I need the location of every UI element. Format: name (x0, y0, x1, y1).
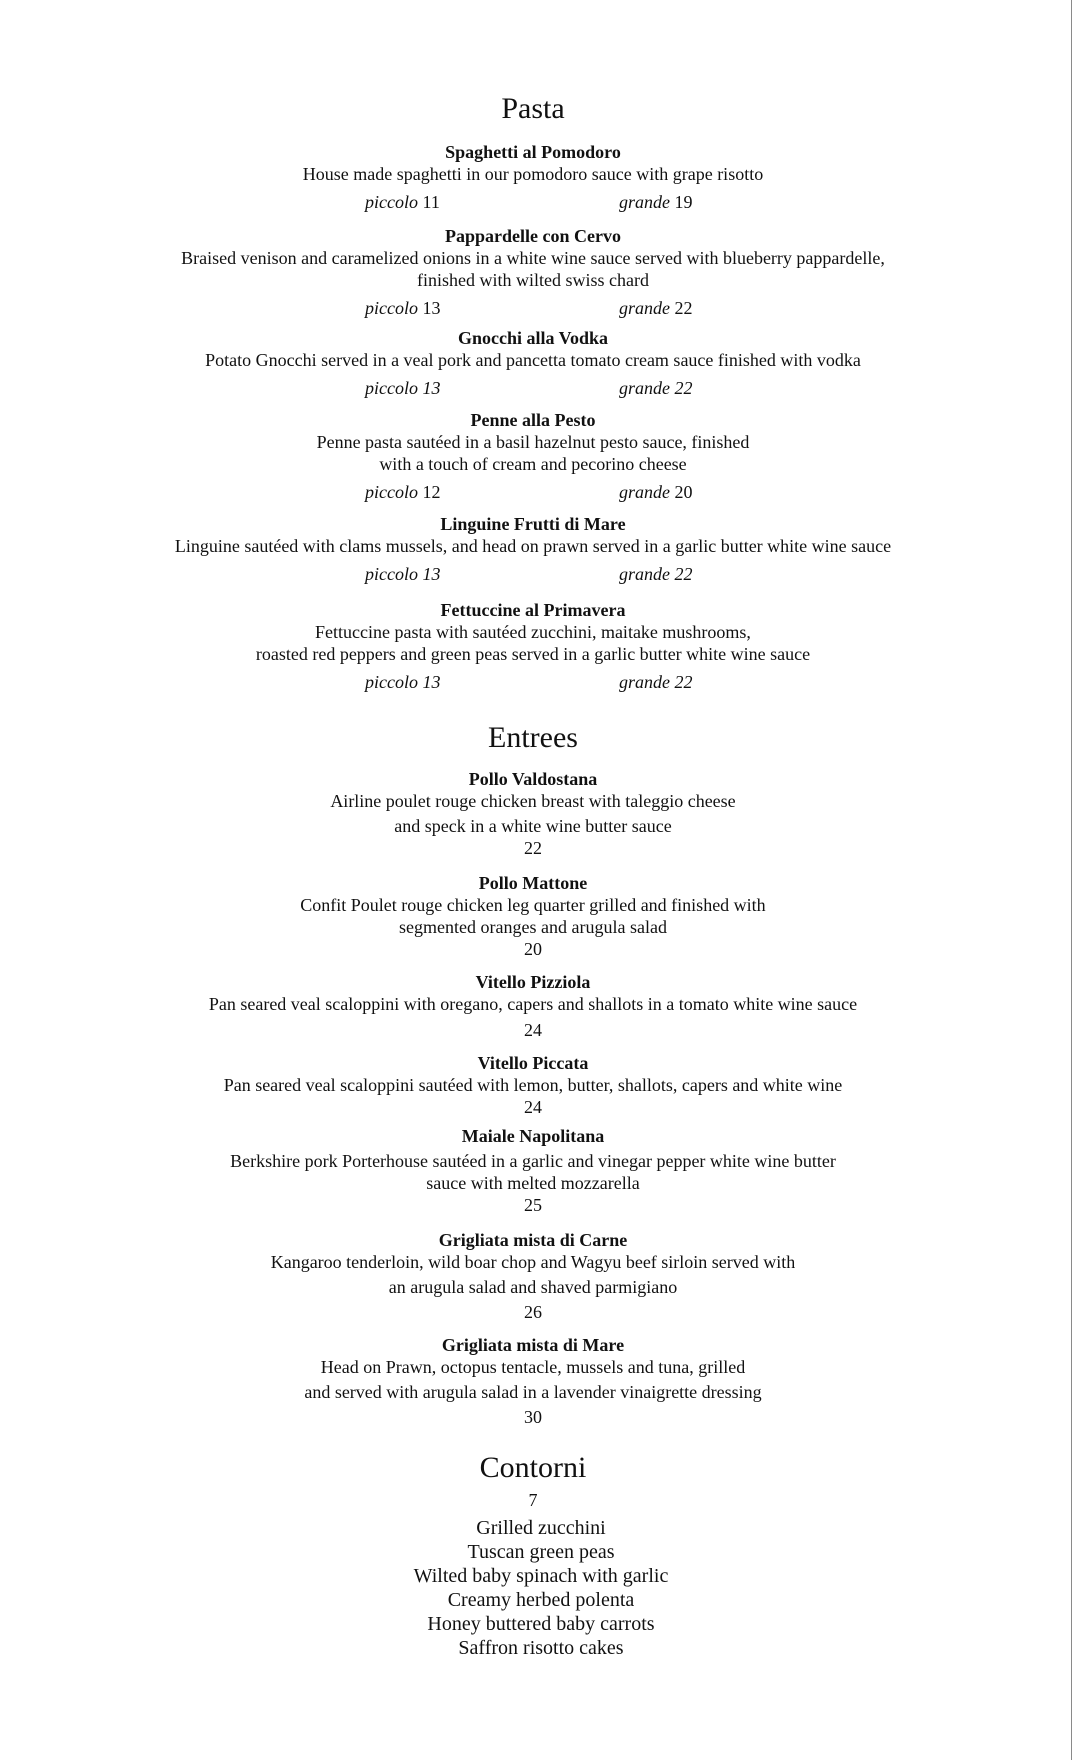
entree-item (0, 1334, 1066, 1428)
grande-price: grande 22 (619, 672, 693, 692)
pasta-item (0, 513, 1066, 587)
item-description: roasted red peppers and green peas served in a garlic butter white wine sauce (255, 644, 811, 664)
contorni-price: 7 (528, 1490, 538, 1510)
item-price: 24 (524, 1020, 542, 1040)
item-description: Berkshire pork Porterhouse sautéed in a garlic and vinegar pepper white wine butter (230, 1151, 836, 1171)
price-row (0, 295, 1066, 321)
item-name: Spaghetti al Pomodoro (445, 142, 621, 162)
price-row (0, 479, 1066, 505)
item-description: Fettuccine pasta with sautéed zucchini, maitake mushrooms, (315, 622, 751, 642)
item-price: 24 (524, 1097, 542, 1117)
item-name: Maiale Napolitana (461, 1126, 605, 1146)
price-row (0, 669, 1066, 695)
item-description: an arugula salad and shaved parmigiano (388, 1277, 678, 1297)
item-name: Grigliata mista di Carne (438, 1230, 628, 1250)
pasta-item (0, 599, 1066, 695)
item-description: House made spaghetti in our pomodoro sauce with grape risotto (302, 164, 764, 184)
item-description: Potato Gnocchi served in a veal pork and pancetta tomato cream sauce finished with vodka (205, 350, 861, 370)
piccolo-price: piccolo 13 (365, 672, 441, 692)
pasta-item (0, 141, 1066, 215)
list-item: Saffron risotto cakes (458, 1637, 624, 1659)
item-price: 20 (524, 939, 542, 959)
list-item: Honey buttered baby carrots (427, 1613, 655, 1635)
item-description: Pan seared veal scaloppini with oregano, capers and shallots in a tomato white wine sauce (208, 994, 858, 1014)
price-row (0, 375, 1066, 401)
item-description: finished with wilted swiss chard (417, 270, 649, 290)
entree-item (0, 1052, 1066, 1118)
item-description: Braised venison and caramelized onions in a white wine sauce served with blueberry pappardelle, (181, 248, 885, 268)
item-name: Grigliata mista di Mare (441, 1335, 625, 1355)
grande-price: grande 20 (619, 482, 693, 502)
piccolo-price: piccolo 12 (365, 482, 441, 502)
pasta-item (0, 409, 1066, 505)
list-item: Creamy herbed polenta (447, 1589, 635, 1611)
piccolo-price: piccolo 13 (365, 298, 441, 318)
section-title-contorni: Contorni (479, 1451, 587, 1484)
piccolo-price: piccolo 11 (365, 192, 440, 212)
entree-item (0, 1229, 1066, 1323)
item-description: and served with arugula salad in a lavender vinaigrette dressing (304, 1382, 762, 1402)
item-description: Confit Poulet rouge chicken leg quarter grilled and finished with (300, 895, 766, 915)
item-description: Kangaroo tenderloin, wild boar chop and Wagyu beef sirloin served with (270, 1252, 796, 1272)
item-name: Pollo Valdostana (468, 769, 598, 789)
section-title-entrees: Entrees (488, 721, 578, 754)
item-description: Pan seared veal scaloppini sautéed with lemon, butter, shallots, capers and white wine (223, 1075, 843, 1095)
list-item: Grilled zucchini (476, 1517, 606, 1539)
list-item: Wilted baby spinach with garlic (413, 1565, 669, 1587)
item-name: Fettuccine al Primavera (440, 600, 626, 620)
price-row (0, 561, 1066, 587)
item-description: Airline poulet rouge chicken breast with taleggio cheese (330, 791, 736, 811)
list-item: Tuscan green peas (467, 1541, 615, 1563)
item-description: and speck in a white wine butter sauce (394, 816, 672, 836)
item-price: 30 (524, 1407, 542, 1427)
item-name: Vitello Piccata (477, 1053, 589, 1073)
item-name: Gnocchi alla Vodka (457, 328, 609, 348)
grande-price: grande 22 (619, 298, 693, 318)
entree-item (0, 872, 1066, 960)
item-description: Head on Prawn, octopus tentacle, mussels and tuna, grilled (320, 1357, 746, 1377)
item-name: Penne alla Pesto (470, 410, 596, 430)
item-name: Vitello Pizziola (475, 972, 591, 992)
item-description: with a touch of cream and pecorino cheese (379, 454, 687, 474)
section-title-pasta: Pasta (501, 92, 565, 125)
item-price: 22 (524, 838, 542, 858)
entree-item (0, 768, 1066, 859)
item-description: Linguine sautéed with clams mussels, and head on prawn served in a garlic butter white wine sauce (174, 536, 892, 556)
grande-price: grande 19 (619, 192, 693, 212)
piccolo-price: piccolo 13 (365, 378, 441, 398)
grande-price: grande 22 (619, 378, 693, 398)
item-price: 25 (524, 1195, 542, 1215)
item-description: sauce with melted mozzarella (426, 1173, 640, 1193)
entree-item (0, 971, 1066, 1041)
pasta-item (0, 327, 1066, 401)
contorni-list (0, 1516, 1072, 1660)
item-name: Pappardelle con Cervo (445, 226, 621, 246)
pasta-item (0, 225, 1066, 321)
entree-item (0, 1125, 1066, 1216)
item-description: Penne pasta sautéed in a basil hazelnut pesto sauce, finished (316, 432, 750, 452)
grande-price: grande 22 (619, 564, 693, 584)
item-name: Pollo Mattone (478, 873, 588, 893)
price-row (0, 189, 1066, 215)
piccolo-price: piccolo 13 (365, 564, 441, 584)
item-price: 26 (524, 1302, 542, 1322)
item-name: Linguine Frutti di Mare (440, 514, 626, 534)
item-description: segmented oranges and arugula salad (399, 917, 667, 937)
